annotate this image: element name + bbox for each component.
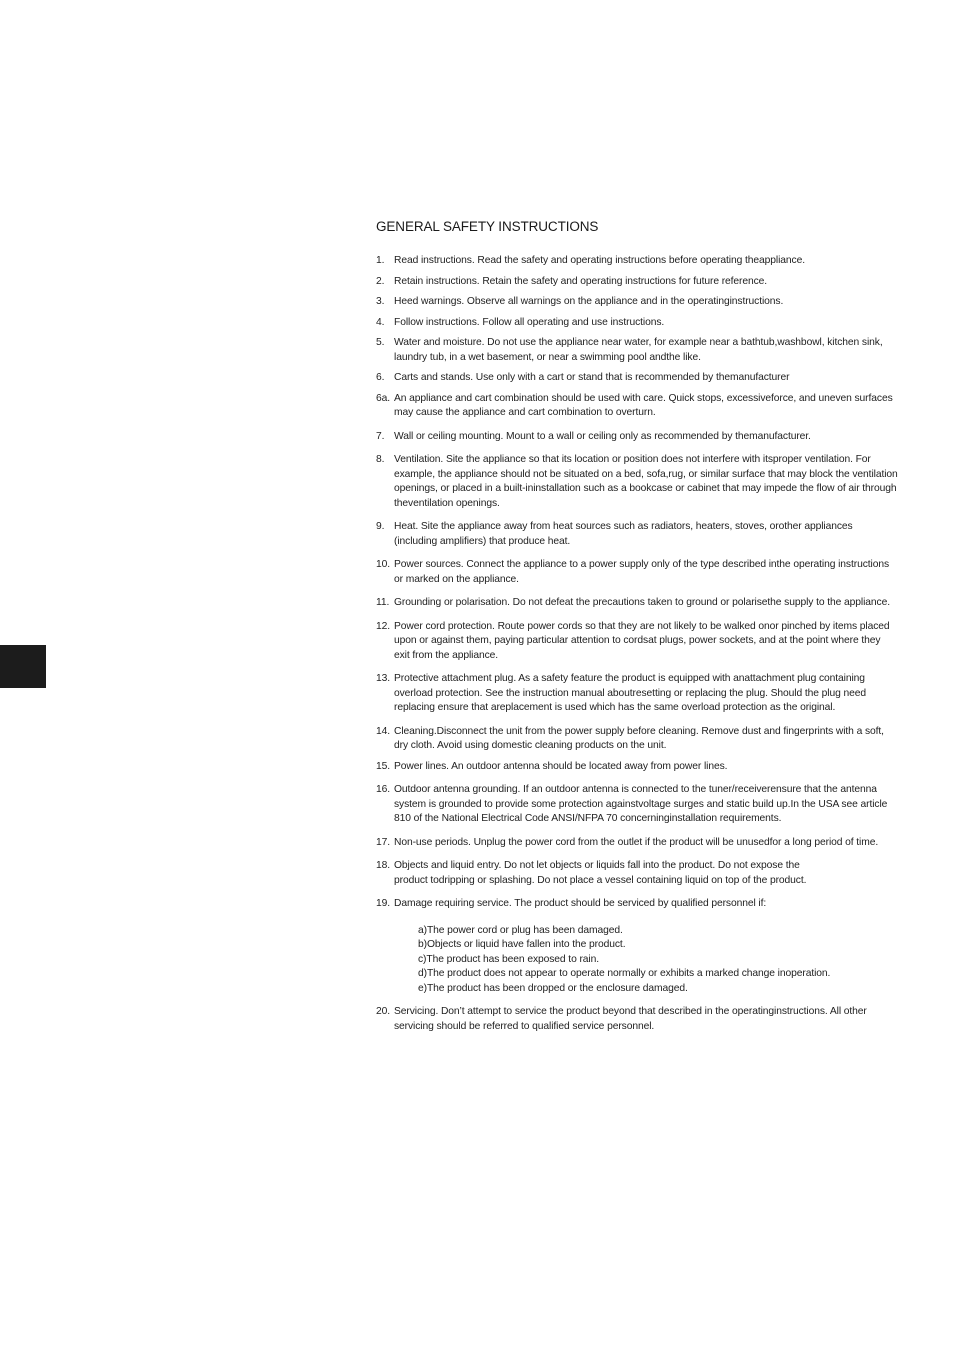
item-text: Heat. Site the appliance away from heat sources such as radiators, heaters, stoves, orother appliances (including amplifiers) that produce heat.	[394, 521, 853, 547]
list-item	[376, 596, 898, 611]
list-item	[376, 520, 898, 549]
item-text: Heed warnings. Observe all warnings on the appliance and in the operatinginstructions.	[394, 296, 784, 307]
sub-list	[418, 924, 898, 997]
item-text: Protective attachment plug. As a safety feature the product is equipped with anattachment plug containing overload protection. See the instruction manual aboutresetting or replacing the plug. Should the plug need replacing ensure that areplacement is used which has the same overload protection as the original.	[394, 673, 866, 713]
item-text: Power cord protection. Route power cords so that they are not likely to be walked onor pinched by items placed upon or against them, paying particular attention to cordsat plugs, power sockets, and at the point where they exit from the appliance.	[394, 620, 890, 661]
item-number: 9.	[376, 521, 385, 532]
sub-list-item: e)The product has been dropped or the enclosure damaged.	[418, 982, 688, 994]
item-text: Grounding or polarisation. Do not defeat the precautions taken to ground or polarisethe supply to the appliance.	[394, 597, 890, 608]
item-text: Retain instructions. Retain the safety and operating instructions for future reference.	[394, 275, 768, 287]
item-number: 13.	[376, 673, 391, 684]
list-item	[376, 672, 898, 716]
item-number: 4.	[376, 316, 385, 328]
item-number: 17.	[376, 836, 391, 848]
item-text: Follow instructions. Follow all operating and use instructions.	[394, 316, 665, 328]
list-item	[376, 897, 898, 996]
sub-list-item: a)The power cord or plug has been damaged.	[418, 924, 623, 936]
item-text: Power lines. An outdoor antenna should be located away from power lines.	[394, 760, 728, 772]
list-item	[376, 371, 898, 386]
item-number: 3.	[376, 296, 385, 307]
item-number: 12.	[376, 620, 391, 632]
item-text: Objects and liquid entry. Do not let objects or liquids fall into the product. Do not expose the product todripping or splashing. Do not place a vessel containing liquid on top of the product.	[394, 860, 807, 886]
list-item	[376, 336, 898, 365]
item-number: 1.	[376, 255, 385, 266]
document-content	[376, 219, 898, 1034]
list-item	[376, 254, 898, 269]
item-number: 6a.	[376, 392, 391, 404]
item-number: 11.	[376, 597, 390, 608]
item-text: Damage requiring service. The product should be serviced by qualified personnel if:	[394, 898, 767, 909]
item-number: 14.	[376, 725, 391, 737]
item-text: Ventilation. Site the appliance so that its location or position does not interfere with itsproper ventilation. For example, the appliance should not be situated on a bed, sofa,rug, or similar surface that may block the ventilation openings, or placed in a built-ininstallation such as a bookcase or cabinet that may impede the flow of air through theventilation openings.	[394, 454, 898, 509]
list-item	[376, 836, 898, 851]
item-number: 8.	[376, 454, 385, 465]
instruction-list	[376, 254, 898, 1034]
item-number: 10.	[376, 559, 391, 570]
item-text: Cleaning.Disconnect the unit from the power supply before cleaning. Remove dust and fingerprints with a soft, dry cloth. Avoid using domestic cleaning products on the unit.	[394, 725, 884, 751]
list-item	[376, 620, 898, 664]
item-text: Outdoor antenna grounding. If an outdoor antenna is connected to the tuner/receiverensure that the antenna system is grounded to provide some protection againstvoltage surges and static build up.In the USA see article 810 of the National Electrical Code ANSI/NFPA 70 concerninginstallation requirements.	[394, 784, 888, 824]
item-number: 15.	[376, 760, 391, 772]
page-title: GENERAL SAFETY INSTRUCTIONS	[376, 219, 599, 234]
list-item	[376, 783, 898, 827]
item-text: Carts and stands. Use only with a cart or stand that is recommended by themanufacturer	[394, 372, 790, 383]
sub-list-item: d)The product does not appear to operate normally or exhibits a marked change inoperation.	[418, 968, 831, 979]
item-text: Read instructions. Read the safety and operating instructions before operating theappliance.	[394, 255, 805, 266]
item-text: Water and moisture. Do not use the appliance near water, for example near a bathtub,washbowl, kitchen sink, laundry tub, in a wet basement, or near a swimming pool andthe like.	[394, 337, 883, 363]
list-item	[376, 760, 898, 775]
item-body	[394, 897, 898, 996]
item-text: Non-use periods. Unplug the power cord from the outlet if the product will be unusedfor a long period of time.	[394, 836, 879, 848]
item-number: 18.	[376, 860, 391, 871]
item-text: Servicing. Don’t attempt to service the product beyond that described in the operatinginstructions. All other servicing should be referred to qualified service personnel.	[394, 1006, 867, 1032]
item-number: 16.	[376, 784, 391, 795]
list-item	[376, 558, 898, 587]
item-text: Wall or ceiling mounting. Mount to a wall or ceiling only as recommended by themanufacturer.	[394, 430, 811, 442]
sub-list-item: b)Objects or liquid have fallen into the product.	[418, 939, 626, 950]
item-text: Power sources. Connect the appliance to a power supply only of the type described inthe operating instructions or marked on the appliance.	[394, 559, 889, 585]
list-item	[376, 453, 898, 511]
list-item	[376, 295, 898, 310]
item-number: 6.	[376, 372, 385, 383]
list-item	[376, 1005, 898, 1034]
list-item	[376, 859, 898, 888]
item-number: 2.	[376, 275, 385, 287]
list-item	[376, 725, 898, 754]
item-number: 5.	[376, 337, 385, 348]
side-tab-marker	[0, 645, 46, 688]
sub-list-item: c)The product has been exposed to rain.	[418, 953, 599, 965]
item-text: An appliance and cart combination should be used with care. Quick stops, excessiveforce, and uneven surfaces may cause the appliance and cart combination to overturn.	[394, 392, 893, 418]
list-item	[376, 430, 898, 445]
list-item	[376, 316, 898, 331]
list-item	[376, 275, 898, 290]
list-item	[376, 392, 898, 421]
item-number: 7.	[376, 430, 385, 442]
item-number: 20.	[376, 1006, 391, 1017]
item-number: 19.	[376, 898, 391, 909]
